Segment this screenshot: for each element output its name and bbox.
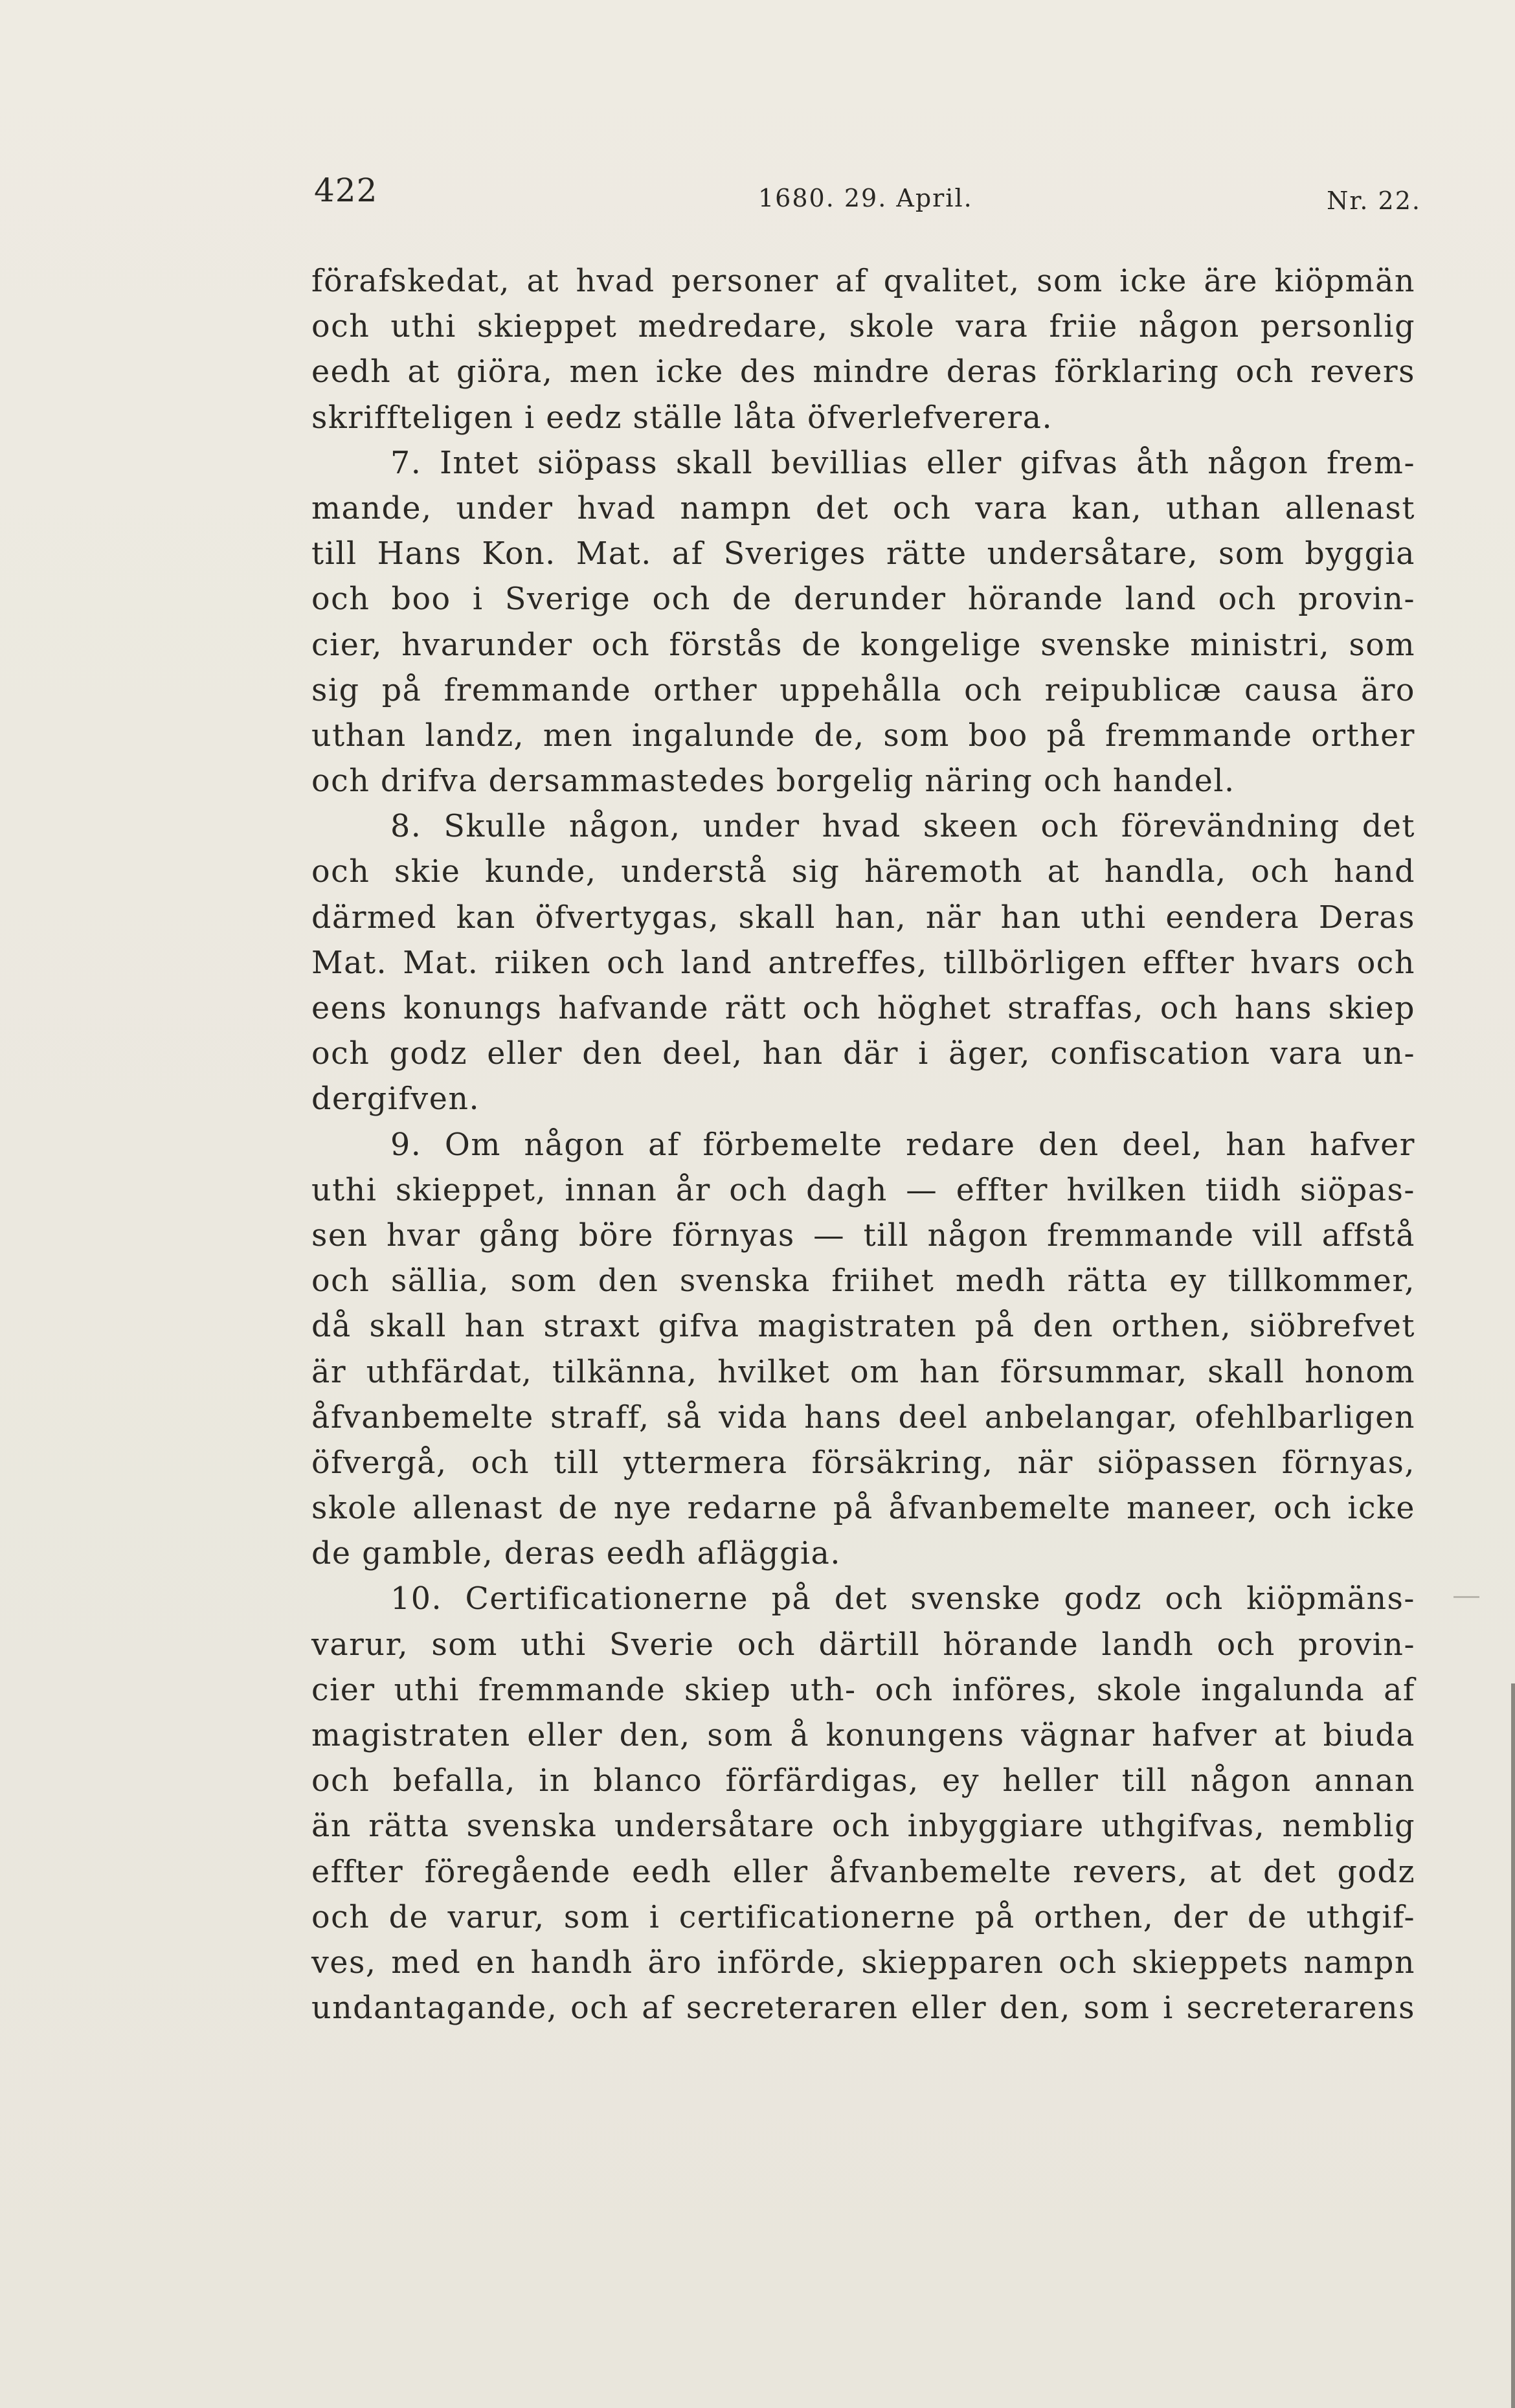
text-line: och skie kunde, understå sig häremoth at handla, och hand <box>311 854 1415 890</box>
body-text <box>311 259 1415 2031</box>
text-line: förafskedat, at hvad personer af qvalitet, som icke äre kiöpmän <box>311 264 1415 299</box>
text-line: och drifva dersammastedes borgelig näring och handel. <box>311 763 1235 800</box>
text-line: sen hvar gång böre förnyas — till någon fremmande vill affstå <box>311 1217 1415 1254</box>
text-line: eens konungs hafvande rätt och höghet straffas, och hans skiep <box>311 991 1415 1026</box>
text-line: och befalla, in blanco förfärdigas, ey heller till någon annan <box>311 1763 1415 1799</box>
text-line: cier, hvarunder och förstås de kongelige svenske ministri, som <box>311 627 1415 663</box>
text-line: undantagande, och af secreteraren eller den, som i secreterarens <box>311 1990 1415 2027</box>
text-line: och boo i Sverige och de derunder hörande land och provin- <box>311 581 1415 618</box>
text-line: och uthi skieppet medredare, skole vara friie någon personlig <box>311 309 1415 345</box>
text-line: därmed kan öfvertygas, skall han, när han uthi eendera Deras <box>311 899 1415 936</box>
text-line: Mat. Mat. riiken och land antreffes, tillbörligen effter hvars och <box>311 945 1415 981</box>
text-line: är uthfärdat, tilkänna, hvilket om han försummar, skall honom <box>311 1354 1415 1390</box>
document-number: Nr. 22. <box>1327 186 1421 215</box>
text-line: mande, under hvad nampn det och vara kan, uthan allenast <box>311 490 1415 526</box>
text-line: till Hans Kon. Mat. af Sveriges rätte undersåtare, som byggia <box>311 536 1415 572</box>
section-8-start: 8. Skulle någon, under hvad skeen och förevändning det <box>390 809 1415 845</box>
section-10-start: 10. Certificationerne på det svenske godz och kiöpmäns- <box>390 1581 1415 1617</box>
text-line: uthan landz, men ingalunde de, som boo på fremmande orther <box>311 717 1415 754</box>
text-line: uthi skieppet, innan år och dagh — effter hvilken tiidh siöpas- <box>311 1172 1415 1208</box>
text-line: öfvergå, och till yttermera försäkring, när siöpassen förnyas, <box>311 1445 1415 1481</box>
page-number: 422 <box>314 172 378 209</box>
section-7-start: 7. Intet siöpass skall bevillias eller gifvas åth någon frem- <box>390 445 1415 481</box>
text-line: och sällia, som den svenska friihet medh rätta ey tillkommer, <box>311 1263 1415 1300</box>
text-line: skole allenast de nye redarne på åfvanbemelte maneer, och icke <box>311 1491 1415 1527</box>
document-date: 1680. 29. April. <box>758 184 973 212</box>
text-line: dergifven. <box>311 1081 480 1118</box>
text-line: magistraten eller den, som å konungens vägnar hafver at biuda <box>311 1718 1415 1753</box>
text-line: än rätta svenska undersåtare och inbyggiare uthgifvas, nemblig <box>311 1808 1415 1845</box>
text-line: eedh at giöra, men icke des mindre deras förklaring och revers <box>311 354 1415 390</box>
text-line: sig på fremmande orther uppehålla och reipublicæ causa äro <box>311 672 1415 708</box>
text-line: och godz eller den deel, han där i äger, confiscation vara un- <box>311 1036 1415 1072</box>
text-line: cier uthi fremmande skiep uth- och införes, skole ingalunda af <box>311 1672 1415 1708</box>
margin-mark <box>1453 1596 1479 1598</box>
text-line: skriffteligen i eedz ställe låta öfverlefverera. <box>311 399 1053 436</box>
page-edge-shadow <box>1511 1683 1515 2408</box>
text-line: effter föregående eedh eller åfvanbemelte revers, at det godz <box>311 1854 1415 1890</box>
section-9-start: 9. Om någon af förbemelte redare den deel, han hafver <box>390 1127 1415 1163</box>
page-header <box>314 172 1421 223</box>
text-line: och de varur, som i certificationerne på orthen, der de uthgif- <box>311 1899 1415 1935</box>
text-line: åfvanbemelte straff, så vida hans deel anbelangar, ofehlbarligen <box>311 1399 1415 1435</box>
text-line: ves, med en handh äro införde, skiepparen och skieppets nampn <box>311 1944 1415 1981</box>
text-line: de gamble, deras eedh afläggia. <box>311 1536 841 1572</box>
text-line: då skall han straxt gifva magistraten på den orthen, siöbrefvet <box>311 1309 1415 1345</box>
text-line: varur, som uthi Sverie och därtill hörande landh och provin- <box>311 1626 1415 1663</box>
